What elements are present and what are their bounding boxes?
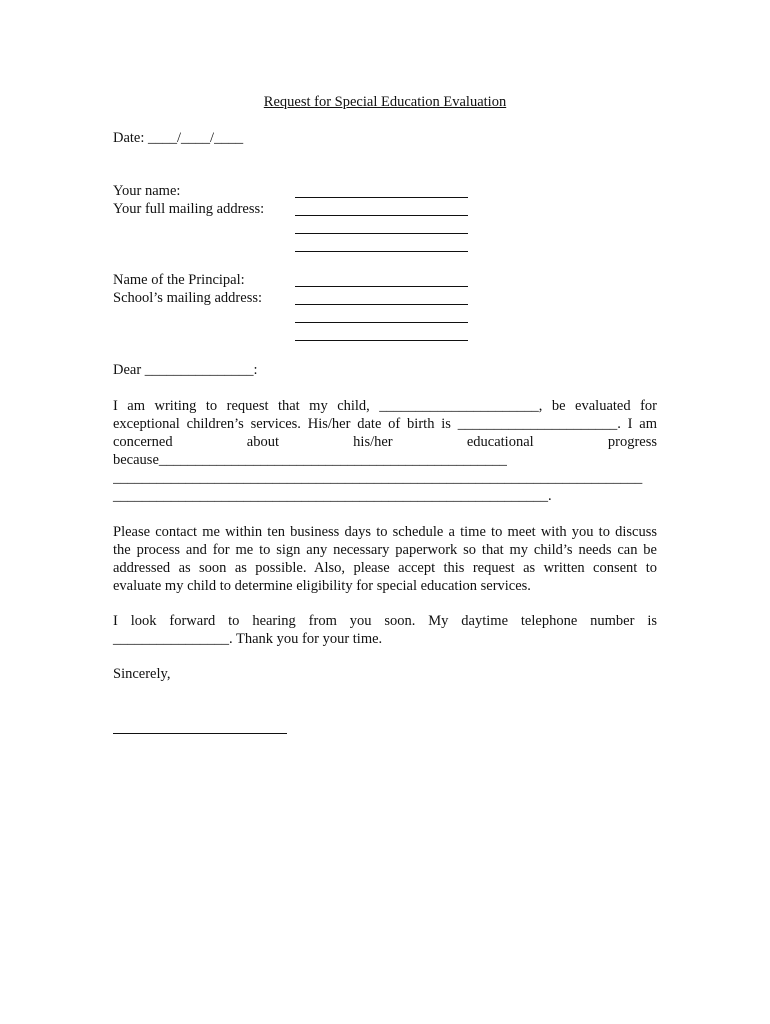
paragraph-line: I am writing to request that my child, ______________________, be evaluated for	[113, 398, 657, 414]
signature-field[interactable]	[113, 733, 287, 734]
your-name-label: Your name:	[113, 183, 181, 199]
paragraph-line	[113, 433, 657, 451]
your-address-label: Your full mailing address:	[113, 201, 265, 217]
principal-name-label: Name of the Principal:	[113, 272, 245, 288]
paragraph-closing	[113, 612, 657, 648]
paragraph-line: addressed as soon as possible. Also, please accept this request as written consent to	[113, 560, 657, 576]
paragraph-line: exceptional children’s services. His/her date of birth is ______________________. I am	[113, 416, 657, 432]
paragraph-line: ____________________________________________________________.	[113, 488, 552, 504]
page-title: Request for Special Education Evaluation	[263, 94, 507, 110]
word: his/her	[353, 434, 393, 450]
paragraph-line: Please contact me within ten business days to schedule a time to meet with you to discuss	[113, 524, 657, 540]
paragraph-request	[113, 397, 657, 505]
paragraph-line: _________________________________________________________________________	[113, 470, 643, 486]
paragraph-line: because________________________________________________	[113, 452, 507, 468]
your-address-field-line-2[interactable]	[295, 233, 468, 234]
your-name-field[interactable]	[295, 197, 468, 198]
paragraph-line: ________________. Thank you for your time.	[113, 631, 383, 647]
word: about	[246, 434, 279, 450]
closing: Sincerely,	[113, 666, 171, 682]
school-address-label: School’s mailing address:	[113, 290, 263, 306]
word: concerned	[113, 434, 173, 450]
your-address-field-line-3[interactable]	[295, 251, 468, 252]
school-address-field-line-1[interactable]	[295, 304, 468, 305]
paragraph-line: evaluate my child to determine eligibility for special education services.	[113, 578, 531, 594]
word: educational	[466, 434, 534, 450]
paragraph-line: the process and for me to sign any necessary paperwork so that my child’s needs can be	[113, 542, 657, 558]
salutation: Dear _______________:	[113, 362, 258, 378]
paragraph-line: I look forward to hearing from you soon. My daytime telephone number is	[113, 613, 657, 629]
principal-name-field[interactable]	[295, 286, 468, 287]
school-address-field-line-3[interactable]	[295, 340, 468, 341]
word: progress	[607, 434, 657, 450]
date-line: Date: ____/____/____	[113, 130, 244, 146]
school-address-field-line-2[interactable]	[295, 322, 468, 323]
paragraph-contact	[113, 523, 657, 595]
your-address-field-line-1[interactable]	[295, 215, 468, 216]
